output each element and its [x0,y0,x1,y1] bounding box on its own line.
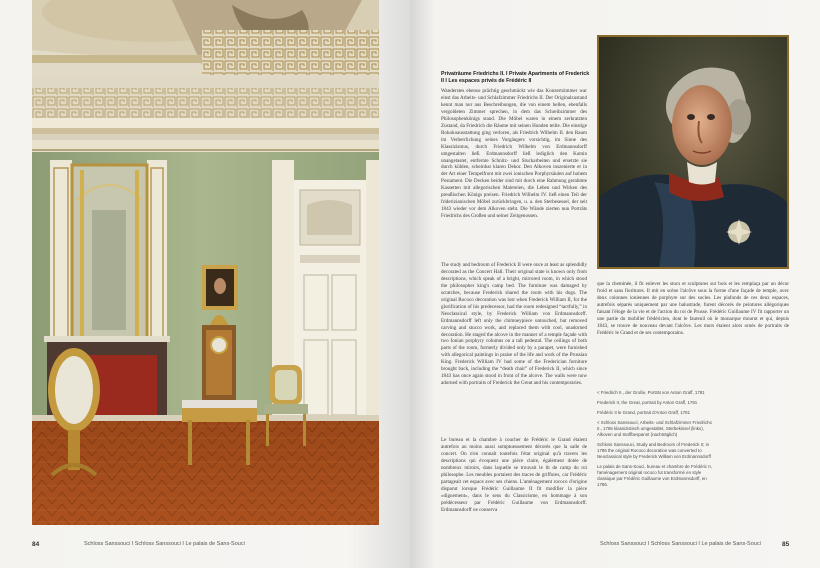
english-text-column: The study and bedroom of Frederick II were once at least as splendidly decorated as the Concert Hall. Their original state is known only from descriptions, which speak of a bright, mirrored room, in which stood the philosopher king's camp bed. The furniture was damaged by scratches, because Frederick shared the room with his dogs. The original Rococo decoration was lost when Frederick William II, for the glorification of his predecessor, had the room redesigned “tactfully,” in Neoclassical style, by Frederick William von Erdmannsdorff. Erdmannsdorff left only the chimneypiece untouched, but removed carving and stucco work, and replaced them with cool, unadorned decoration. He staged the alcove in the manner of a temple façade with two Ionian porphyry columns on a tall pedestal. The ceilings of both parts of the room, formerly divided only by a parapet, were furnished with allegorical paintings in praise of the life and work of the Prussian King. Frederick William IV had some of the Frederician furniture brought back, including the “death chair” of Frederick II, which since 1843 has once again stood in front of the alcove. The walls were now adorned with portraits of Frederick the Great and his contemporaries. [441,262,587,387]
caption-line: < Schloss Sanssouci, Arbeits- und Schlafzimmer Friedrichs II., 1786 klassizistisch umgestaltet, Sterbekissel (links), Alkoven und Stoffbespannt (nachträglich) [597,420,712,437]
caption-line: Schloss Sanssouci, Study and Bedroom of Frederick II; in 1786 the original Rococo decoration was converted to Neoclassical style by Frederick William von Erdmannsdorff [597,442,711,459]
caption-line: Le palais de Sans-Souci, bureau et chambre de Frédéric II, l'aménagement original rococo fut transformé en style classique par Frédéric Guillaume von Erdmannsdorff, en 1786. [597,464,712,487]
section-heading: Privaträume Friedrichs II. I Private Apartments of Frederick II I Les espaces privés de Frédéric II [441,71,590,85]
caption-line: Frédéric II le Grand, portrait d'Anton Graff, 1781 [597,410,691,415]
running-head-right: Schloss Sanssouci I Schloss Sanssouci I Le palais de Sans-Souci [600,541,761,547]
room-photo [32,0,379,525]
caption-line: < Friedrich II., der Große, Porträt von Anton Graff, 1781 [597,390,705,395]
caption-line: Frederick II, the Great, portrait by Anton Graff, 1781 [597,400,698,405]
running-head-left: Schloss Sanssouci I Schloss Sanssouci I Le palais de Sans-Souci [84,541,245,547]
page-number-left: 84 [32,541,40,548]
french-text-column: Le bureau et la chambre à coucher de Frédéric le Grand étaient autrefois au moins aussi somptueusement décorés que la salle de concert. On n'en connaît toutefois l'état original qu'à travers les descriptions qui évoquent une pièce claire, également dotée de nombreux miroirs, dans laquelle se trouvait le lit de camp du roi philosophe. Les meubles portaient des traces de griffures, car Frédéric partageait cet espace avec ses chiens. L'aménagement rococo d'origine disparut lorsque Frédéric Guillaume II fit modifier la pièce «dignement», dans le sens du Classicisme, en hommage à son prédécesseur par Frédéric Guillaume von Erdmannsdorff. Erdmannsdorff ne conserva [441,437,587,513]
page-number-right: 85 [782,541,790,548]
french-text-continued: que la cheminée, il fit enlever les stucs et sculptures sur bois et les remplaça par un décor froid et sans fioritures. Il mit en scène l'alcôve sous la forme d'une façade de temple, avec deux colonnes ioniennes de porphyre sur des socles. Les plafonds de ces deux espaces, autrefois séparés uniquement par une balustrade, furent décorés de peintures allégoriques faisant l'éloge de la vie et de l'action du roi de Prusse. Frédéric Guillaume IV fit rapporter un une partie du mobilier frédéricien, dont le fauteuil où le monarque mourut et qui, depuis 1843, se trouve de nouveau devant l'alcôve. Les murs étaient alors ornés de portraits de Frédéric le Grand et de ses contemporains. [597,281,789,336]
german-text-column: Wanderstes ebenso prächtig geschmückt wie das Konzertzimmer war einst das Arbeits- und Schlafzimmer Friedrichs II. Der Originalzustand kennt man nur aus Beschreibungen, die von einem hellen, ebenfalls vergoldeten Zimmer sprechen, in dem das Schreibzimmer des Philosophenkönigs stand. Die Möbel waren in einem zerkratzten Zustand, da Friedrich die Räume mit seinen Hunden teilte. Die einstige Rokokoausstattung ging verloren, als Friedrich Wilhelm II. den Raum im Verherrlichung seines Vorgängers vorsichtig, im Sinne des Klassizismus, durch Friedrich Wilhelm von Erdmannsdorff umgestalten ließ. Erdmannsdorff ließ lediglich den Kamin unangetastet, entfernte Schnitz- und Stuckarbeiten und ersetzte sie durch kühlen, scheinbar klaren Dekor. Den Alkoven inszenierte er in der Art einer Tempelfront mit zwei ionischen Porphyrsäulen auf hohem Postament. Die Decken beider sind mit durch eine Rahmung gerahmte Kassetten mit allegorischen Malereien, die Leben und Wirken des preußischen Königs preisen. Friedrich Wilhelm IV. ließ einen Teil der friderizianischen Möbel zurückbringen, u. a. den Sterbesessel, der seit 1843 wieder vor dem Alkoven steht. Die Wände zierten nun Porträts Friedrichs des Großen und seiner Zeitgenossen. [441,88,587,220]
portrait-painting [597,35,789,269]
caption-block [597,390,717,492]
